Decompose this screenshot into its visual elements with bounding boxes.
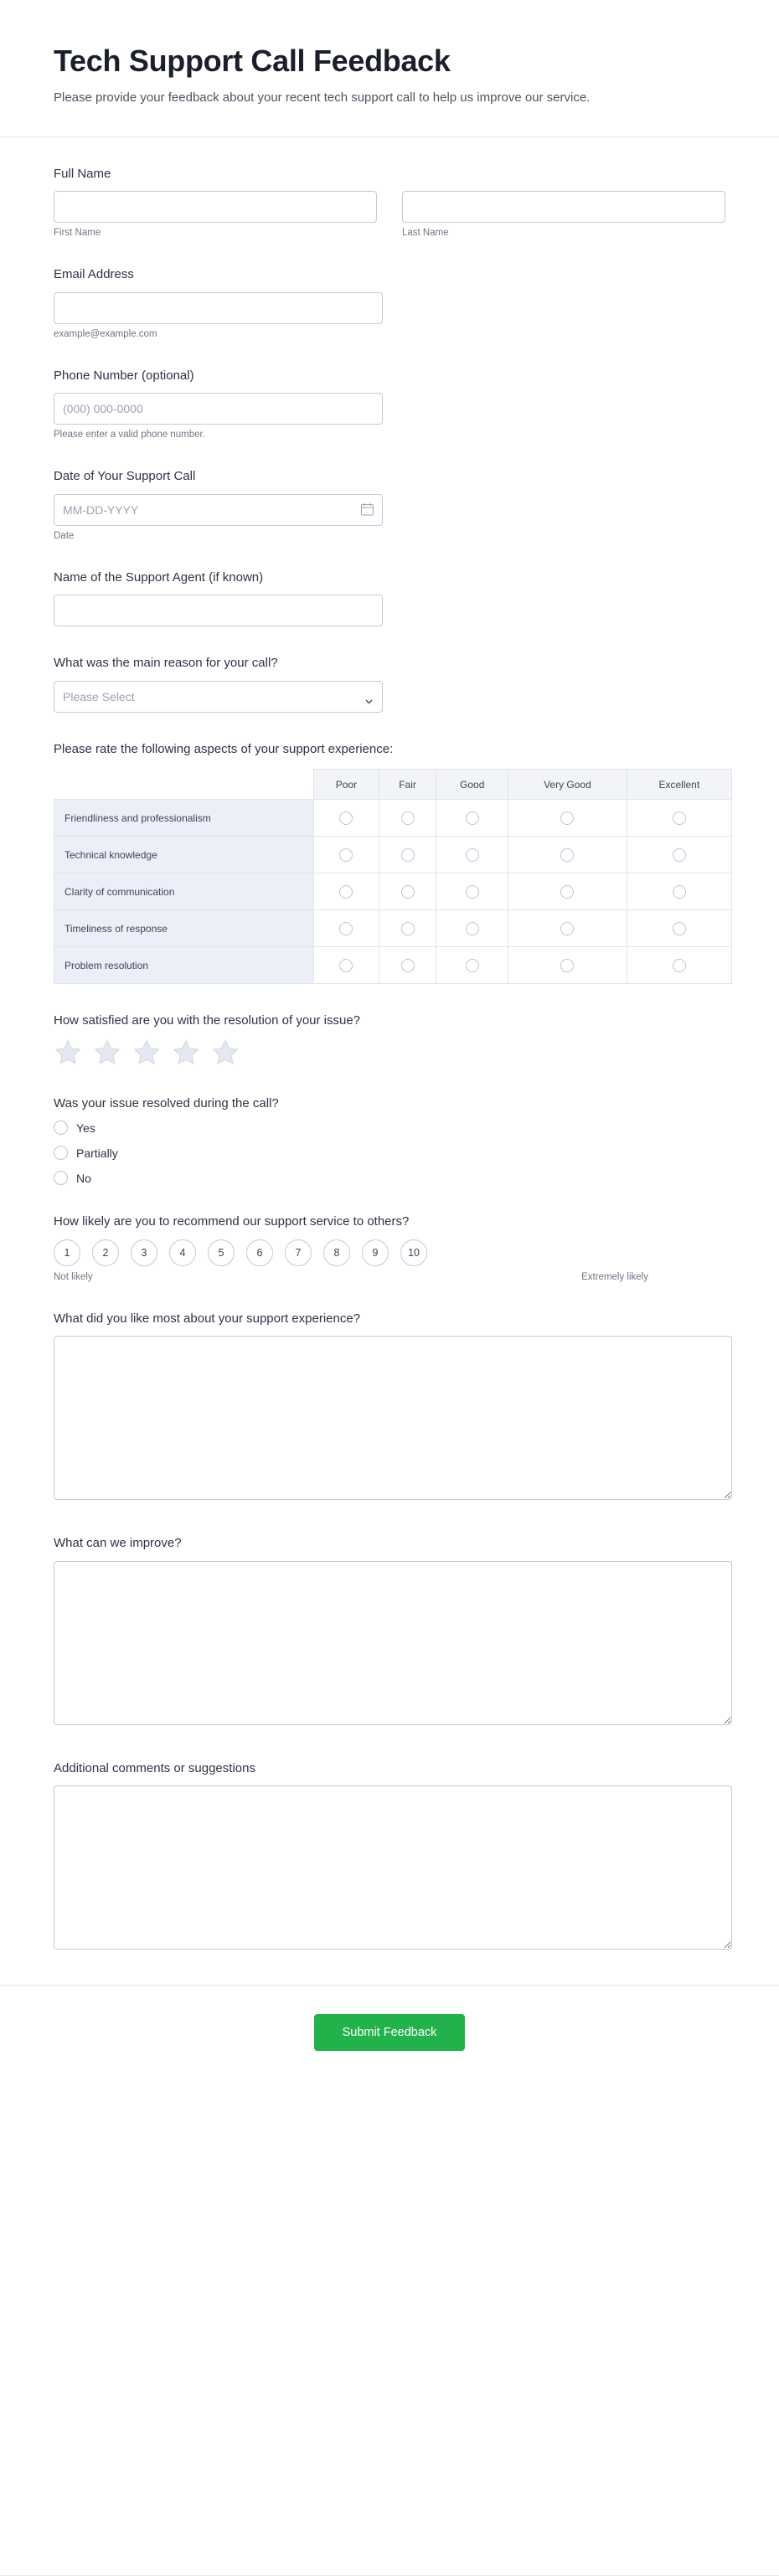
improve-textarea[interactable] <box>54 1561 732 1725</box>
field-full-name <box>54 166 725 239</box>
radio-icon[interactable] <box>673 922 686 935</box>
matrix-cell[interactable] <box>436 800 508 837</box>
additional-comments-textarea[interactable] <box>54 1785 732 1950</box>
matrix-cell[interactable] <box>627 800 731 837</box>
star-icon[interactable] <box>132 1038 161 1067</box>
nps-legend <box>54 1272 648 1282</box>
field-rating-matrix <box>54 741 725 985</box>
radio-icon[interactable] <box>673 848 686 862</box>
table-row <box>54 947 732 984</box>
matrix-cell[interactable] <box>508 947 627 984</box>
nps-option-6[interactable]: 6 <box>246 1239 273 1266</box>
matrix-cell[interactable] <box>436 910 508 947</box>
nps-option-8[interactable]: 8 <box>323 1239 350 1266</box>
matrix-cell[interactable] <box>314 873 379 910</box>
call-reason-label: What was the main reason for your call? <box>54 656 278 671</box>
radio-icon[interactable] <box>560 848 574 862</box>
star-rating[interactable] <box>54 1038 725 1067</box>
matrix-row-label: Friendliness and professionalism <box>54 800 314 837</box>
last-name-group <box>402 191 725 238</box>
radio-option-yes[interactable] <box>54 1121 725 1135</box>
radio-icon[interactable] <box>401 811 415 825</box>
liked-most-textarea[interactable] <box>54 1336 732 1500</box>
nps-legend-right: Extremely likely <box>581 1271 648 1282</box>
phone-sublabel: Please enter a valid phone number. <box>54 430 205 440</box>
matrix-column-header: Very Good <box>508 770 627 800</box>
matrix-cell[interactable] <box>508 837 627 873</box>
rating-matrix <box>54 769 732 984</box>
additional-comments-label: Additional comments or suggestions <box>54 1760 255 1775</box>
matrix-cell[interactable] <box>508 800 627 837</box>
matrix-cell[interactable] <box>314 910 379 947</box>
nps-label: How likely are you to recommend our support service to others? <box>54 1214 410 1229</box>
field-nps <box>54 1213 725 1282</box>
matrix-cell[interactable] <box>627 947 731 984</box>
radio-icon[interactable] <box>466 885 479 899</box>
radio-icon[interactable] <box>560 922 574 935</box>
matrix-column-header: Fair <box>379 770 436 800</box>
radio-icon[interactable] <box>54 1146 68 1160</box>
form-body <box>0 137 779 1950</box>
matrix-row-label: Clarity of communication <box>54 873 314 910</box>
table-row <box>54 873 732 910</box>
radio-icon[interactable] <box>466 848 479 862</box>
radio-icon[interactable] <box>466 922 479 935</box>
matrix-cell[interactable] <box>314 800 379 837</box>
form-footer <box>0 1985 779 2086</box>
table-row <box>54 800 732 837</box>
email-sublabel: example@example.com <box>54 328 157 339</box>
field-agent-name <box>54 569 725 627</box>
call-date-label: Date of Your Support Call <box>54 469 196 484</box>
agent-name-label: Name of the Support Agent (if known) <box>54 569 264 585</box>
field-satisfaction <box>54 1012 725 1067</box>
star-icon[interactable] <box>93 1038 121 1067</box>
call-date-input[interactable] <box>54 494 383 526</box>
nps-option-10[interactable]: 10 <box>400 1239 427 1266</box>
radio-icon[interactable] <box>401 922 415 935</box>
matrix-cell[interactable] <box>627 873 731 910</box>
matrix-cell[interactable] <box>627 910 731 947</box>
radio-icon[interactable] <box>54 1171 68 1185</box>
matrix-row-label: Problem resolution <box>54 947 314 984</box>
matrix-header-row <box>54 770 732 800</box>
radio-icon[interactable] <box>466 959 479 972</box>
matrix-cell[interactable] <box>436 837 508 873</box>
nps-option-2[interactable]: 2 <box>92 1239 119 1266</box>
nps-option-9[interactable]: 9 <box>362 1239 389 1266</box>
matrix-cell[interactable] <box>314 837 379 873</box>
email-field[interactable] <box>54 292 383 324</box>
nps-option-7[interactable]: 7 <box>285 1239 312 1266</box>
first-name-group <box>54 191 377 238</box>
matrix-cell[interactable] <box>379 837 436 873</box>
agent-name-input[interactable] <box>54 595 383 626</box>
matrix-cell[interactable] <box>379 873 436 910</box>
phone-field[interactable] <box>54 393 383 425</box>
radio-icon[interactable] <box>673 885 686 899</box>
field-improve <box>54 1535 725 1725</box>
submit-button[interactable]: Submit Feedback <box>314 2014 466 2051</box>
nps-scale <box>54 1239 725 1266</box>
call-reason-select[interactable] <box>54 681 383 713</box>
page-title: Tech Support Call Feedback <box>54 44 451 78</box>
email-label: Email Address <box>54 267 134 282</box>
first-name-sublabel: First Name <box>54 228 101 239</box>
field-resolved <box>54 1095 725 1186</box>
radio-icon[interactable] <box>560 811 574 825</box>
first-name-input[interactable] <box>54 191 377 223</box>
full-name-label: Full Name <box>54 166 111 181</box>
radio-icon[interactable] <box>339 848 353 862</box>
nps-option-5[interactable]: 5 <box>208 1239 235 1266</box>
call-date-sublabel: Date <box>54 530 75 541</box>
matrix-row-label: Technical knowledge <box>54 837 314 873</box>
matrix-cell[interactable] <box>379 910 436 947</box>
matrix-cell[interactable] <box>379 947 436 984</box>
radio-icon[interactable] <box>54 1121 68 1135</box>
field-email <box>54 266 725 339</box>
radio-icon[interactable] <box>466 811 479 825</box>
radio-icon[interactable] <box>339 959 353 972</box>
radio-option-no[interactable] <box>54 1171 725 1185</box>
nps-option-3[interactable]: 3 <box>131 1239 157 1266</box>
table-row <box>54 837 732 873</box>
last-name-sublabel: Last Name <box>402 228 449 239</box>
matrix-cell[interactable] <box>508 910 627 947</box>
matrix-column-header: Good <box>436 770 508 800</box>
rating-matrix-label: Please rate the following aspects of your support experience: <box>54 741 394 756</box>
matrix-cell[interactable] <box>314 947 379 984</box>
last-name-input[interactable] <box>402 191 725 223</box>
matrix-cell[interactable] <box>379 800 436 837</box>
radio-option-partially[interactable] <box>54 1146 725 1160</box>
form-header <box>0 0 779 137</box>
matrix-cell[interactable] <box>436 947 508 984</box>
field-liked-most <box>54 1311 725 1501</box>
star-icon[interactable] <box>172 1038 200 1067</box>
matrix-column-header: Poor <box>314 770 379 800</box>
matrix-row-label: Timeliness of response <box>54 910 314 947</box>
satisfaction-label: How satisfied are you with the resolution of your issue? <box>54 1013 361 1028</box>
matrix-corner-cell <box>54 770 314 800</box>
matrix-cell[interactable] <box>436 873 508 910</box>
radio-icon[interactable] <box>339 885 353 899</box>
liked-most-label: What did you like most about your support experience? <box>54 1311 361 1326</box>
page-subtitle: Please provide your feedback about your recent tech support call to help us improve our service. <box>54 90 591 106</box>
star-icon[interactable] <box>211 1038 240 1067</box>
matrix-cell[interactable] <box>508 873 627 910</box>
table-row <box>54 910 732 947</box>
radio-icon[interactable] <box>401 848 415 862</box>
radio-icon[interactable] <box>560 885 574 899</box>
field-call-date <box>54 468 725 541</box>
radio-option-label: Yes <box>76 1121 95 1135</box>
star-icon[interactable] <box>54 1038 82 1067</box>
field-phone <box>54 368 725 440</box>
field-call-reason <box>54 655 725 713</box>
nps-legend-left: Not likely <box>54 1271 93 1282</box>
phone-label: Phone Number (optional) <box>54 368 194 383</box>
radio-icon[interactable] <box>401 959 415 972</box>
radio-icon[interactable] <box>560 959 574 972</box>
radio-icon[interactable] <box>673 811 686 825</box>
matrix-column-header: Excellent <box>627 770 731 800</box>
nps-option-1[interactable]: 1 <box>54 1239 80 1266</box>
radio-icon[interactable] <box>339 922 353 935</box>
radio-option-label: Partially <box>76 1146 118 1160</box>
radio-icon[interactable] <box>673 959 686 972</box>
improve-label: What can we improve? <box>54 1536 182 1551</box>
nps-option-4[interactable]: 4 <box>169 1239 196 1266</box>
radio-icon[interactable] <box>339 811 353 825</box>
field-additional-comments <box>54 1760 725 1950</box>
radio-option-label: No <box>76 1171 91 1185</box>
radio-icon[interactable] <box>401 885 415 899</box>
resolved-label: Was your issue resolved during the call? <box>54 1095 279 1110</box>
matrix-cell[interactable] <box>627 837 731 873</box>
